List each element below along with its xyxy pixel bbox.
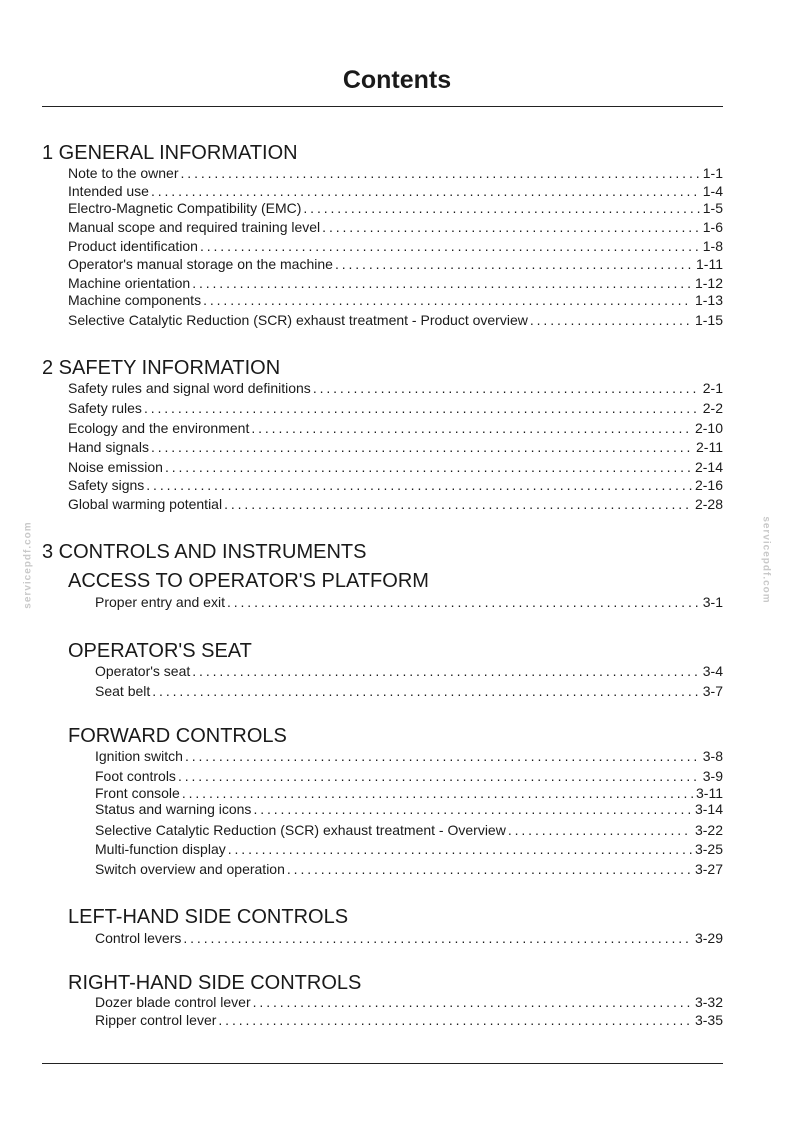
dot-leader bbox=[313, 379, 700, 397]
toc-entry-page: 2-14 bbox=[694, 459, 723, 475]
dot-leader bbox=[151, 438, 693, 456]
dot-leader bbox=[508, 821, 692, 839]
toc-entry[interactable] bbox=[68, 476, 723, 494]
toc-entry-page: 1-12 bbox=[694, 275, 723, 291]
subsection-title-left-hand-side-controls: LEFT-HAND SIDE CONTROLS bbox=[68, 906, 349, 928]
dot-leader bbox=[203, 291, 692, 309]
dot-leader bbox=[335, 255, 693, 273]
toc-entry-title: Intended use bbox=[68, 183, 149, 199]
toc-entry-page: 2-16 bbox=[694, 477, 723, 493]
dot-leader bbox=[152, 682, 700, 700]
dot-leader bbox=[224, 495, 692, 513]
toc-entry-title: Safety rules bbox=[68, 400, 142, 416]
toc-entry-title: Front console bbox=[95, 785, 180, 801]
toc-entry-page: 2-2 bbox=[702, 400, 723, 416]
toc-entry-title: Foot controls bbox=[95, 768, 176, 784]
subsection-title-access-to-operators-platform: ACCESS TO OPERATOR'S PLATFORM bbox=[68, 570, 429, 592]
dot-leader bbox=[192, 274, 692, 292]
toc-entry-title: Seat belt bbox=[95, 683, 151, 699]
toc-entry-page: 3-1 bbox=[702, 594, 723, 610]
toc-entry[interactable] bbox=[95, 929, 723, 947]
dot-leader bbox=[303, 199, 699, 217]
watermark-left: servicepdf.com bbox=[22, 521, 34, 609]
toc-entry-title: Proper entry and exit bbox=[95, 594, 225, 610]
toc-entry-page: 2-11 bbox=[696, 439, 723, 455]
dot-leader bbox=[151, 182, 700, 200]
toc-entry[interactable] bbox=[68, 199, 723, 217]
toc-entry-title: Product identification bbox=[68, 238, 198, 254]
bottom-divider bbox=[42, 1063, 723, 1064]
toc-entry-page: 1-15 bbox=[694, 312, 723, 328]
dot-leader bbox=[185, 747, 700, 765]
toc-entry-title: Hand signals bbox=[68, 439, 149, 455]
toc-entry[interactable] bbox=[68, 419, 723, 437]
dot-leader bbox=[181, 164, 700, 182]
toc-entry-page: 1-8 bbox=[702, 238, 723, 254]
toc-entry-page: 3-14 bbox=[694, 801, 723, 817]
dot-leader bbox=[144, 399, 700, 417]
toc-entry-title: Ecology and the environment bbox=[68, 420, 250, 436]
toc-entry-title: Selective Catalytic Reduction (SCR) exhaust treatment - Product overview bbox=[68, 312, 528, 328]
toc-entry[interactable] bbox=[68, 291, 723, 309]
toc-entry-page: 2-28 bbox=[694, 496, 723, 512]
toc-entry[interactable] bbox=[95, 747, 723, 765]
watermark-right: servicepdf.com bbox=[760, 516, 772, 604]
dot-leader bbox=[287, 860, 692, 878]
subsection-title-operators-seat: OPERATOR'S SEAT bbox=[68, 640, 252, 662]
section-title-safety-information: 2 SAFETY INFORMATION bbox=[42, 357, 281, 379]
toc-entry[interactable] bbox=[95, 767, 723, 785]
toc-entry[interactable] bbox=[68, 399, 723, 417]
dot-leader bbox=[200, 237, 700, 255]
page-title: Contents bbox=[342, 66, 452, 94]
toc-entry[interactable] bbox=[68, 274, 723, 292]
toc-entry-title: Control levers bbox=[95, 930, 182, 946]
toc-entry-title: Electro-Magnetic Compatibility (EMC) bbox=[68, 200, 302, 216]
toc-entry-title: Status and warning icons bbox=[95, 801, 252, 817]
toc-entry[interactable] bbox=[95, 821, 723, 839]
toc-entry-title: Multi-function display bbox=[95, 841, 226, 857]
toc-entry-page: 3-25 bbox=[694, 841, 723, 857]
toc-entry-page: 2-1 bbox=[702, 380, 723, 396]
toc-entry-title: Note to the owner bbox=[68, 165, 179, 181]
toc-entry-page: 3-29 bbox=[694, 930, 723, 946]
toc-entry-title: Machine components bbox=[68, 292, 202, 308]
top-divider bbox=[42, 106, 723, 107]
dot-leader bbox=[165, 458, 692, 476]
toc-entry[interactable] bbox=[95, 993, 723, 1011]
toc-entry-title: Ripper control lever bbox=[95, 1012, 217, 1028]
toc-entry[interactable] bbox=[68, 495, 723, 513]
toc-entry-page: 1-4 bbox=[702, 183, 723, 199]
toc-entry-page: 3-8 bbox=[702, 748, 723, 764]
toc-entry-page: 3-27 bbox=[694, 861, 723, 877]
toc-entry[interactable] bbox=[95, 682, 723, 700]
toc-entry-title: Operator's seat bbox=[95, 663, 191, 679]
toc-entry-page: 3-9 bbox=[702, 768, 723, 784]
dot-leader bbox=[322, 218, 700, 236]
toc-entry-page: 3-32 bbox=[694, 994, 723, 1010]
toc-entry-page: 3-22 bbox=[694, 822, 723, 838]
dot-leader bbox=[253, 800, 692, 818]
subsection-title-right-hand-side-controls: RIGHT-HAND SIDE CONTROLS bbox=[68, 972, 362, 994]
dot-leader bbox=[228, 840, 692, 858]
toc-entry-title: Selective Catalytic Reduction (SCR) exhaust treatment - Overview bbox=[95, 822, 506, 838]
dot-leader bbox=[218, 1011, 692, 1029]
toc-entry-page: 3-35 bbox=[694, 1012, 723, 1028]
toc-entry-page: 3-11 bbox=[696, 785, 723, 801]
toc-entry-page: 1-11 bbox=[696, 256, 723, 272]
dot-leader bbox=[253, 993, 692, 1011]
toc-entry-page: 2-10 bbox=[694, 420, 723, 436]
toc-entry[interactable] bbox=[95, 1011, 723, 1029]
toc-entry[interactable] bbox=[68, 458, 723, 476]
dot-leader bbox=[227, 593, 700, 611]
toc-entry-page: 3-4 bbox=[702, 663, 723, 679]
toc-entry-title: Dozer blade control lever bbox=[95, 994, 251, 1010]
toc-entry-page: 1-6 bbox=[702, 219, 723, 235]
toc-entry-title: Operator's manual storage on the machine bbox=[68, 256, 333, 272]
toc-entry-page: 3-7 bbox=[702, 683, 723, 699]
toc-entry[interactable] bbox=[68, 164, 723, 182]
toc-entry-title: Switch overview and operation bbox=[95, 861, 285, 877]
toc-entry[interactable] bbox=[68, 438, 723, 456]
toc-entry-title: Manual scope and required training level bbox=[68, 219, 321, 235]
toc-entry[interactable] bbox=[68, 218, 723, 236]
toc-entry[interactable] bbox=[68, 311, 723, 329]
toc-entry-title: Noise emission bbox=[68, 459, 163, 475]
subsection-title-forward-controls: FORWARD CONTROLS bbox=[68, 725, 287, 747]
toc-entry[interactable] bbox=[95, 593, 723, 611]
section-title-general-information: 1 GENERAL INFORMATION bbox=[42, 142, 298, 164]
toc-entry[interactable] bbox=[68, 237, 723, 255]
toc-entry-title: Ignition switch bbox=[95, 748, 183, 764]
dot-leader bbox=[530, 311, 692, 329]
toc-entry[interactable] bbox=[95, 662, 723, 680]
toc-entry-page: 1-5 bbox=[702, 200, 723, 216]
dot-leader bbox=[192, 662, 699, 680]
toc-entry-title: Safety rules and signal word definitions bbox=[68, 380, 311, 396]
toc-entry[interactable] bbox=[68, 379, 723, 397]
toc-entry[interactable] bbox=[95, 860, 723, 878]
toc-entry[interactable] bbox=[95, 800, 723, 818]
toc-entry-page: 1-13 bbox=[694, 292, 723, 308]
toc-entry-title: Global warming potential bbox=[68, 496, 223, 512]
dot-leader bbox=[146, 476, 692, 494]
toc-entry[interactable] bbox=[68, 182, 723, 200]
dot-leader bbox=[251, 419, 692, 437]
dot-leader bbox=[178, 767, 700, 785]
toc-entry-title: Safety signs bbox=[68, 477, 145, 493]
section-title-controls-and-instruments: 3 CONTROLS AND INSTRUMENTS bbox=[42, 541, 367, 563]
toc-entry-title: Machine orientation bbox=[68, 275, 191, 291]
dot-leader bbox=[183, 929, 692, 947]
toc-entry[interactable] bbox=[95, 840, 723, 858]
toc-entry-page: 1-1 bbox=[702, 165, 723, 181]
toc-entry[interactable] bbox=[68, 255, 723, 273]
